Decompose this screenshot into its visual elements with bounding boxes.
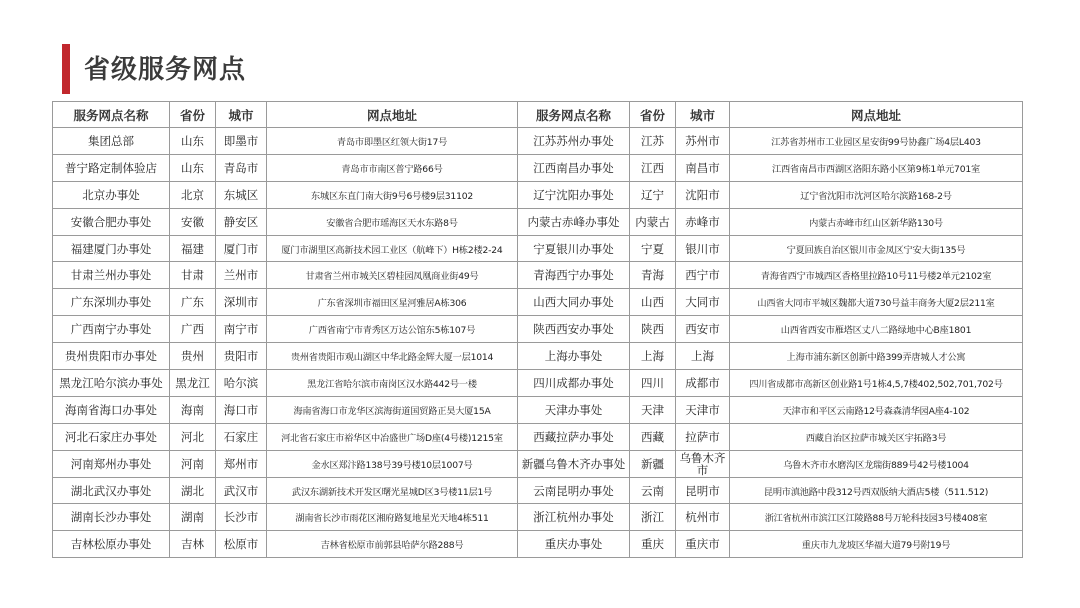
right-outlet-name-cell: 辽宁沈阳办事处 [518, 181, 630, 208]
left-outlet-name-cell: 广西南宁办事处 [53, 316, 170, 343]
table-row [53, 289, 1023, 316]
right-city-cell: 西安市 [676, 316, 730, 343]
left-outlet-name-cell: 福建厦门办事处 [53, 235, 170, 262]
left-outlet-name-cell: 北京办事处 [53, 181, 170, 208]
left-city-cell: 长沙市 [216, 504, 267, 531]
right-address-cell: 天津市和平区云南路12号森森清华园A座4-102 [730, 396, 1023, 423]
right-address-cell: 江西省南昌市西湖区洛阳东路小区第9栋1单元701室 [730, 154, 1023, 181]
right-address-cell: 宁夏回族自治区银川市金凤区宁安大街135号 [730, 235, 1023, 262]
left-address-cell: 青岛市市南区普宁路66号 [267, 154, 518, 181]
left-city-cell: 静安区 [216, 208, 267, 235]
right-outlet-name-cell: 内蒙古赤峰办事处 [518, 208, 630, 235]
left-city-cell: 东城区 [216, 181, 267, 208]
left-address-cell: 广东省深圳市福田区星河雅居A栋306 [267, 289, 518, 316]
left-address-cell: 广西省南宁市青秀区万达公馆东5栋107号 [267, 316, 518, 343]
header-province: 省份 [170, 102, 216, 128]
right-address-cell: 四川省成都市高新区创业路1号1栋4,5,7楼402,502,701,702号 [730, 370, 1023, 397]
left-province-cell: 福建 [170, 235, 216, 262]
left-outlet-name-cell: 海南省海口办事处 [53, 396, 170, 423]
table-row [53, 370, 1023, 397]
left-province-cell: 广东 [170, 289, 216, 316]
left-address-cell: 湖南省长沙市雨花区湘府路复地星光天地4栋511 [267, 504, 518, 531]
left-province-cell: 湖南 [170, 504, 216, 531]
table-row [53, 531, 1023, 558]
right-outlet-name-cell: 上海办事处 [518, 343, 630, 370]
header-province: 省份 [630, 102, 676, 128]
left-outlet-name-cell: 湖南长沙办事处 [53, 504, 170, 531]
right-address-cell: 西藏自治区拉萨市城关区宇拓路3号 [730, 423, 1023, 450]
right-province-cell: 浙江 [630, 504, 676, 531]
left-address-cell: 东城区东直门南大街9号6号楼9层31102 [267, 181, 518, 208]
right-city-cell: 昆明市 [676, 477, 730, 504]
right-outlet-name-cell: 新疆乌鲁木齐办事处 [518, 450, 630, 477]
right-address-cell: 昆明市滇池路中段312号西双版纳大酒店5楼（511.512) [730, 477, 1023, 504]
left-province-cell: 湖北 [170, 477, 216, 504]
right-city-cell: 天津市 [676, 396, 730, 423]
right-province-cell: 山西 [630, 289, 676, 316]
left-city-cell: 海口市 [216, 396, 267, 423]
left-city-cell: 松原市 [216, 531, 267, 558]
right-outlet-name-cell: 四川成都办事处 [518, 370, 630, 397]
left-address-cell: 厦门市湖里区高新技术园工业区（航峰下）H栋2楼2-24 [267, 235, 518, 262]
right-address-cell: 辽宁省沈阳市沈河区哈尔滨路168-2号 [730, 181, 1023, 208]
left-address-cell: 金水区郑汴路138号39号楼10层1007号 [267, 450, 518, 477]
table-row [53, 208, 1023, 235]
right-city-cell: 上海 [676, 343, 730, 370]
right-city-cell: 银川市 [676, 235, 730, 262]
left-outlet-name-cell: 集团总部 [53, 128, 170, 155]
left-province-cell: 贵州 [170, 343, 216, 370]
right-address-cell: 乌鲁木齐市水磨沟区龙瑞街889号42号楼1004 [730, 450, 1023, 477]
right-city-cell: 拉萨市 [676, 423, 730, 450]
header-outlet-name: 服务网点名称 [518, 102, 630, 128]
service-outlets-table [52, 101, 1023, 558]
right-outlet-name-cell: 西藏拉萨办事处 [518, 423, 630, 450]
left-address-cell: 黑龙江省哈尔滨市南岗区汉水路442号一楼 [267, 370, 518, 397]
table-row [53, 423, 1023, 450]
left-city-cell: 哈尔滨 [216, 370, 267, 397]
table-row [53, 262, 1023, 289]
right-outlet-name-cell: 云南昆明办事处 [518, 477, 630, 504]
left-outlet-name-cell: 河南郑州办事处 [53, 450, 170, 477]
right-address-cell: 上海市浦东新区创新中路399弄唐城人才公寓 [730, 343, 1023, 370]
left-province-cell: 河南 [170, 450, 216, 477]
table-row [53, 154, 1023, 181]
table-row [53, 235, 1023, 262]
left-province-cell: 安徽 [170, 208, 216, 235]
right-address-cell: 重庆市九龙坡区华福大道79号附19号 [730, 531, 1023, 558]
table-row [53, 504, 1023, 531]
right-address-cell: 山西省西安市雁塔区丈八二路绿地中心B座1801 [730, 316, 1023, 343]
page-title: 省级服务网点 [84, 55, 247, 85]
right-city-cell: 苏州市 [676, 128, 730, 155]
table-row [53, 128, 1023, 155]
table-row [53, 396, 1023, 423]
right-city-cell: 杭州市 [676, 504, 730, 531]
left-city-cell: 兰州市 [216, 262, 267, 289]
table-row [53, 477, 1023, 504]
right-province-cell: 新疆 [630, 450, 676, 477]
right-outlet-name-cell: 江苏苏州办事处 [518, 128, 630, 155]
left-outlet-name-cell: 河北石家庄办事处 [53, 423, 170, 450]
left-city-cell: 南宁市 [216, 316, 267, 343]
left-outlet-name-cell: 黑龙江哈尔滨办事处 [53, 370, 170, 397]
left-city-cell: 石家庄 [216, 423, 267, 450]
left-outlet-name-cell: 吉林松原办事处 [53, 531, 170, 558]
right-city-cell: 沈阳市 [676, 181, 730, 208]
right-province-cell: 陕西 [630, 316, 676, 343]
right-outlet-name-cell: 宁夏银川办事处 [518, 235, 630, 262]
left-outlet-name-cell: 安徽合肥办事处 [53, 208, 170, 235]
left-outlet-name-cell: 普宁路定制体验店 [53, 154, 170, 181]
left-address-cell: 贵州省贵阳市观山湖区中华北路金辉大厦一层1014 [267, 343, 518, 370]
right-city-cell: 南昌市 [676, 154, 730, 181]
header-outlet-name: 服务网点名称 [53, 102, 170, 128]
left-province-cell: 山东 [170, 154, 216, 181]
right-outlet-name-cell: 浙江杭州办事处 [518, 504, 630, 531]
left-city-cell: 深圳市 [216, 289, 267, 316]
table-row [53, 181, 1023, 208]
right-city-cell: 重庆市 [676, 531, 730, 558]
right-outlet-name-cell: 重庆办事处 [518, 531, 630, 558]
right-province-cell: 内蒙古 [630, 208, 676, 235]
left-address-cell: 吉林省松原市前郭县哈萨尔路288号 [267, 531, 518, 558]
header-address: 网点地址 [730, 102, 1023, 128]
left-city-cell: 厦门市 [216, 235, 267, 262]
right-province-cell: 云南 [630, 477, 676, 504]
right-province-cell: 辽宁 [630, 181, 676, 208]
left-outlet-name-cell: 贵州贵阳市办事处 [53, 343, 170, 370]
left-province-cell: 海南 [170, 396, 216, 423]
right-province-cell: 青海 [630, 262, 676, 289]
table-row [53, 316, 1023, 343]
right-province-cell: 重庆 [630, 531, 676, 558]
right-city-cell: 乌鲁木齐市 [676, 450, 730, 477]
table-row [53, 343, 1023, 370]
right-province-cell: 江苏 [630, 128, 676, 155]
left-outlet-name-cell: 甘肃兰州办事处 [53, 262, 170, 289]
right-address-cell: 山西省大同市平城区魏都大道730号益丰商务大厦2层211室 [730, 289, 1023, 316]
title-accent-bar [62, 44, 70, 94]
right-address-cell: 江苏省苏州市工业园区星安街99号协鑫广场4层L403 [730, 128, 1023, 155]
right-city-cell: 赤峰市 [676, 208, 730, 235]
right-province-cell: 天津 [630, 396, 676, 423]
header-address: 网点地址 [267, 102, 518, 128]
left-address-cell: 河北省石家庄市裕华区中冶盛世广场D座(4号楼)1215室 [267, 423, 518, 450]
right-outlet-name-cell: 青海西宁办事处 [518, 262, 630, 289]
right-province-cell: 宁夏 [630, 235, 676, 262]
left-city-cell: 贵阳市 [216, 343, 267, 370]
left-address-cell: 甘肃省兰州市城关区碧桂园凤凰商业街49号 [267, 262, 518, 289]
right-city-cell: 成都市 [676, 370, 730, 397]
right-outlet-name-cell: 天津办事处 [518, 396, 630, 423]
left-province-cell: 河北 [170, 423, 216, 450]
left-outlet-name-cell: 湖北武汉办事处 [53, 477, 170, 504]
left-city-cell: 武汉市 [216, 477, 267, 504]
left-address-cell: 青岛市即墨区红领大街17号 [267, 128, 518, 155]
right-province-cell: 四川 [630, 370, 676, 397]
right-outlet-name-cell: 江西南昌办事处 [518, 154, 630, 181]
right-city-cell: 大同市 [676, 289, 730, 316]
left-province-cell: 北京 [170, 181, 216, 208]
right-address-cell: 浙江省杭州市滨江区江陵路88号万轮科技园3号楼408室 [730, 504, 1023, 531]
table-header-row [53, 102, 1023, 128]
right-outlet-name-cell: 陕西西安办事处 [518, 316, 630, 343]
right-province-cell: 江西 [630, 154, 676, 181]
table-row [53, 450, 1023, 477]
right-address-cell: 青海省西宁市城西区香格里拉路10号11号楼2单元2102室 [730, 262, 1023, 289]
left-province-cell: 广西 [170, 316, 216, 343]
right-province-cell: 西藏 [630, 423, 676, 450]
header-city: 城市 [676, 102, 730, 128]
header-city: 城市 [216, 102, 267, 128]
left-city-cell: 即墨市 [216, 128, 267, 155]
left-province-cell: 吉林 [170, 531, 216, 558]
left-address-cell: 海南省海口市龙华区滨海街道国贸路正昊大厦15A [267, 396, 518, 423]
left-city-cell: 青岛市 [216, 154, 267, 181]
left-province-cell: 甘肃 [170, 262, 216, 289]
left-city-cell: 郑州市 [216, 450, 267, 477]
left-province-cell: 黑龙江 [170, 370, 216, 397]
left-outlet-name-cell: 广东深圳办事处 [53, 289, 170, 316]
left-address-cell: 安徽省合肥市瑶海区天水东路8号 [267, 208, 518, 235]
right-city-cell: 西宁市 [676, 262, 730, 289]
right-outlet-name-cell: 山西大同办事处 [518, 289, 630, 316]
right-address-cell: 内蒙古赤峰市红山区新华路130号 [730, 208, 1023, 235]
right-province-cell: 上海 [630, 343, 676, 370]
left-address-cell: 武汉东湖新技术开发区曙光星城D区3号楼11层1号 [267, 477, 518, 504]
left-province-cell: 山东 [170, 128, 216, 155]
